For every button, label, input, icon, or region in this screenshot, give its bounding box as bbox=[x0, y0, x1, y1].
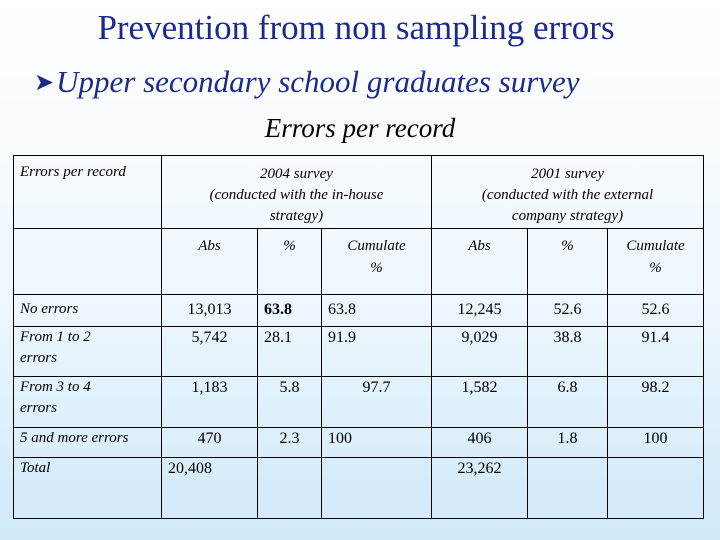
abs-2004-cell: 20,408 bbox=[162, 458, 258, 519]
sub-cum-2001 bbox=[608, 229, 704, 295]
table-header-row bbox=[14, 156, 704, 229]
errors-table bbox=[13, 155, 704, 519]
table-row bbox=[14, 458, 704, 519]
arrow-bullet-icon: ➤ bbox=[34, 69, 55, 96]
abs-2004-cell: 13,013 bbox=[162, 295, 258, 327]
pct-2004-cell: 63.8 bbox=[258, 295, 322, 327]
sub-cum-line: Cumulate bbox=[347, 238, 406, 254]
cum-2001-cell bbox=[608, 458, 704, 519]
cum-2004-cell: 63.8 bbox=[322, 295, 432, 327]
table-caption: Errors per record bbox=[264, 113, 456, 143]
row-label-line: errors bbox=[20, 350, 57, 366]
group-2004-line: strategy) bbox=[269, 208, 324, 224]
row-label-line: From 1 to 2 bbox=[20, 329, 91, 345]
row-label-line: errors bbox=[20, 400, 57, 416]
slide-title: Prevention from non sampling errors bbox=[97, 8, 615, 47]
abs-2001-cell: 1,582 bbox=[432, 377, 528, 428]
abs-2001-cell: 406 bbox=[432, 428, 528, 458]
subtitle-text: Upper secondary school graduates survey bbox=[56, 64, 580, 99]
table-subheader-row bbox=[14, 229, 704, 295]
group-2001-line: (conducted with the external bbox=[481, 187, 654, 203]
table-row bbox=[14, 295, 704, 327]
row-label bbox=[14, 428, 162, 458]
abs-2004-cell: 470 bbox=[162, 428, 258, 458]
empty-cell bbox=[14, 229, 162, 295]
row-label-line: No errors bbox=[20, 301, 79, 317]
row-label bbox=[14, 458, 162, 519]
sub-cum-2004 bbox=[322, 229, 432, 295]
pct-2004-cell: 28.1 bbox=[258, 327, 322, 377]
group-2004-line: (conducted with the in-house bbox=[209, 187, 384, 203]
pct-2004-cell: 2.3 bbox=[258, 428, 322, 458]
group-2001-line: 2001 survey bbox=[531, 166, 604, 182]
pct-2001-cell: 6.8 bbox=[528, 377, 608, 428]
row-label bbox=[14, 327, 162, 377]
group-2001-line: company strategy) bbox=[511, 208, 624, 224]
sub-pct-2004: % bbox=[258, 229, 322, 295]
cum-2004-cell: 100 bbox=[322, 428, 432, 458]
slide-subtitle bbox=[34, 64, 714, 100]
abs-2001-cell: 9,029 bbox=[432, 327, 528, 377]
sub-cum-line: % bbox=[649, 260, 662, 276]
table-row bbox=[14, 327, 704, 377]
sub-cum-line: Cumulate bbox=[626, 238, 685, 254]
sub-abs-2001: Abs bbox=[432, 229, 528, 295]
corner-label: Errors per record bbox=[14, 156, 162, 229]
group-header-2004 bbox=[162, 156, 432, 229]
sub-abs-2004: Abs bbox=[162, 229, 258, 295]
group-2004-line: 2004 survey bbox=[260, 166, 333, 182]
pct-2001-cell bbox=[528, 458, 608, 519]
row-label-line: Total bbox=[20, 460, 51, 476]
row-label-line: 5 and more errors bbox=[20, 430, 129, 446]
abs-2001-cell: 23,262 bbox=[432, 458, 528, 519]
cum-2004-cell: 97.7 bbox=[322, 377, 432, 428]
group-header-2001 bbox=[432, 156, 704, 229]
pct-2001-cell: 1.8 bbox=[528, 428, 608, 458]
pct-2004-cell bbox=[258, 458, 322, 519]
row-label bbox=[14, 295, 162, 327]
table-row bbox=[14, 377, 704, 428]
sub-pct-2001: % bbox=[528, 229, 608, 295]
pct-2004-cell: 5.8 bbox=[258, 377, 322, 428]
pct-2001-cell: 38.8 bbox=[528, 327, 608, 377]
table-row bbox=[14, 428, 704, 458]
sub-cum-line: % bbox=[370, 260, 383, 276]
row-label-line: From 3 to 4 bbox=[20, 379, 91, 395]
cum-2001-cell: 100 bbox=[608, 428, 704, 458]
row-label bbox=[14, 377, 162, 428]
abs-2004-cell: 1,183 bbox=[162, 377, 258, 428]
abs-2001-cell: 12,245 bbox=[432, 295, 528, 327]
cum-2001-cell: 52.6 bbox=[608, 295, 704, 327]
pct-2001-cell: 52.6 bbox=[528, 295, 608, 327]
cum-2004-cell bbox=[322, 458, 432, 519]
cum-2001-cell: 98.2 bbox=[608, 377, 704, 428]
cum-2004-cell: 91.9 bbox=[322, 327, 432, 377]
cum-2001-cell: 91.4 bbox=[608, 327, 704, 377]
abs-2004-cell: 5,742 bbox=[162, 327, 258, 377]
